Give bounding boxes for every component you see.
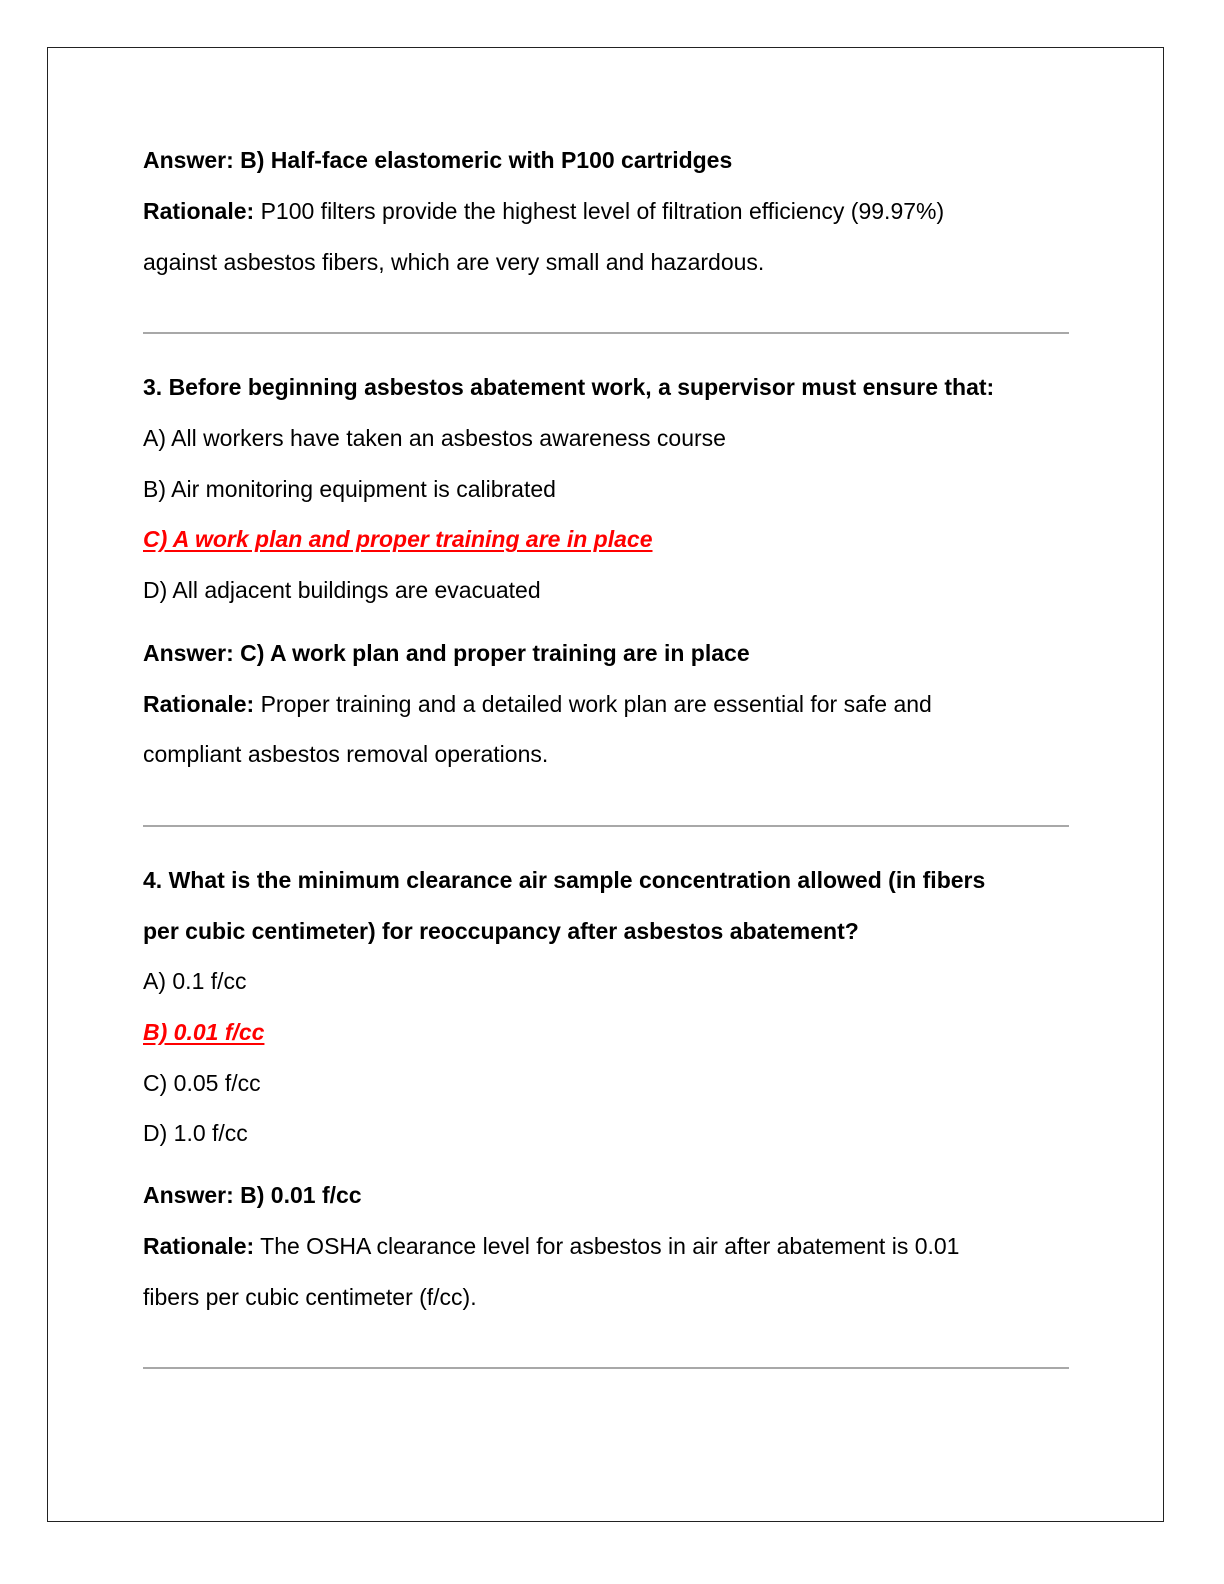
divider (143, 825, 1069, 827)
q3-option-b: B) Air monitoring equipment is calibrated (143, 476, 556, 502)
q3-rationale-text: Proper training and a detailed work plan are essential for safe and (254, 691, 932, 717)
divider (143, 332, 1069, 334)
q4-rationale-text: The OSHA clearance level for asbestos in air after abatement is 0.01 (254, 1233, 960, 1259)
q4-answer: Answer: B) 0.01 f/cc (143, 1182, 362, 1208)
q3-rationale-line-1 (143, 689, 932, 719)
q4-rationale-label: Rationale: (143, 1233, 255, 1259)
q3-rationale-line-2: compliant asbestos removal operations. (143, 741, 549, 767)
q2-rationale-label: Rationale: (143, 198, 255, 224)
q2-rationale-line-1 (143, 196, 944, 226)
q4-question-line-2: per cubic centimeter) for reoccupancy after asbestos abatement? (143, 918, 859, 944)
divider (143, 1367, 1069, 1369)
q4-option-c: C) 0.05 f/cc (143, 1070, 261, 1096)
q4-option-a: A) 0.1 f/cc (143, 968, 247, 994)
q4-option-b-correct: B) 0.01 f/cc (143, 1019, 265, 1045)
q3-rationale-label: Rationale: (143, 691, 255, 717)
q3-option-a: A) All workers have taken an asbestos awareness course (143, 425, 726, 451)
q3-question: 3. Before beginning asbestos abatement work, a supervisor must ensure that: (143, 374, 995, 400)
q2-rationale-line-2: against asbestos fibers, which are very small and hazardous. (143, 249, 765, 275)
q4-option-d: D) 1.0 f/cc (143, 1120, 248, 1146)
q4-rationale-line-1 (143, 1231, 959, 1261)
q3-option-d: D) All adjacent buildings are evacuated (143, 577, 541, 603)
q2-answer: Answer: B) Half-face elastomeric with P100 cartridges (143, 147, 733, 173)
q4-question-line-1: 4. What is the minimum clearance air sample concentration allowed (in fibers (143, 867, 986, 893)
q4-rationale-line-2: fibers per cubic centimeter (f/cc). (143, 1284, 477, 1310)
q2-rationale-text: P100 filters provide the highest level of filtration efficiency (99.97%) (254, 198, 945, 224)
q3-option-c-correct: C) A work plan and proper training are in place (143, 526, 653, 552)
q3-answer: Answer: C) A work plan and proper training are in place (143, 640, 750, 666)
